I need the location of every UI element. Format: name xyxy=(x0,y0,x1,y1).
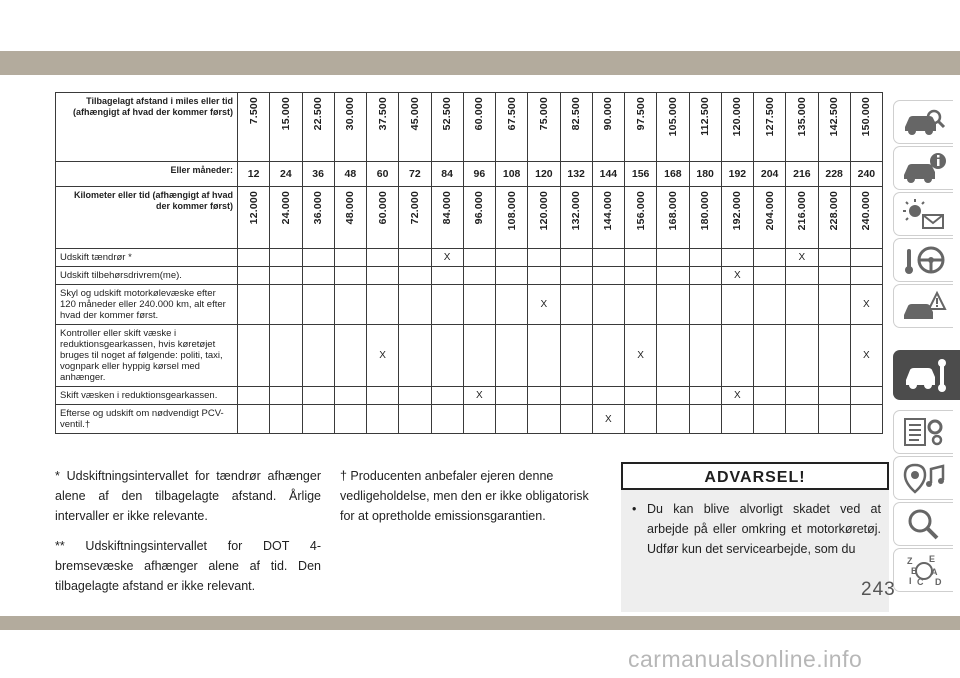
interval-mark xyxy=(689,325,721,387)
miles-header-row-value: 127.500 xyxy=(763,97,776,137)
interval-mark xyxy=(367,387,399,405)
interval-mark: X xyxy=(850,285,882,325)
interval-mark xyxy=(302,285,334,325)
interval-mark xyxy=(657,285,689,325)
km-header-row-label: Kilometer eller tid (afhængigt af hvad der kommer først) xyxy=(56,187,238,249)
interval-mark xyxy=(657,325,689,387)
miles-header-row-cell xyxy=(850,93,882,162)
interval-mark xyxy=(496,387,528,405)
interval-mark xyxy=(463,267,495,285)
km-header-row-value: 180.000 xyxy=(699,191,712,231)
miles-header-row-cell xyxy=(689,93,721,162)
miles-header-row-value: 120.000 xyxy=(731,97,744,137)
interval-mark xyxy=(592,267,624,285)
interval-mark: X xyxy=(850,325,882,387)
miles-header-row-value: 142.500 xyxy=(828,97,841,137)
interval-mark xyxy=(528,249,560,267)
km-header-row-cell xyxy=(399,187,431,249)
service-item-label: Udskift tilbehørsdrivrem(me). xyxy=(56,267,238,285)
svg-text:E: E xyxy=(928,554,935,564)
svg-text:B: B xyxy=(910,566,917,576)
tab-alphabet-index[interactable] xyxy=(893,548,953,592)
miles-header-row-value: 112.500 xyxy=(699,97,712,136)
miles-header-row-value: 52.500 xyxy=(441,97,454,131)
miles-header-row-value: 105.000 xyxy=(666,97,679,137)
miles-header-row-value: 15.000 xyxy=(279,97,292,131)
months-header-row-cell: 96 xyxy=(463,162,495,187)
miles-header-row-value: 150.000 xyxy=(860,97,873,137)
interval-mark xyxy=(431,405,463,434)
alphabet-index-icon xyxy=(901,553,947,587)
interval-mark: X xyxy=(721,267,753,285)
interval-mark xyxy=(818,267,850,285)
interval-mark xyxy=(754,249,786,267)
interval-mark xyxy=(431,267,463,285)
interval-mark xyxy=(463,325,495,387)
service-item-label: Efterse og udskift om nødvendigt PCV-ventil.† xyxy=(56,405,238,434)
interval-mark xyxy=(399,325,431,387)
settings-list-icon xyxy=(901,415,947,449)
km-header-row-value: 60.000 xyxy=(376,191,389,225)
months-header-row-cell: 120 xyxy=(528,162,560,187)
km-header-row-value: 240.000 xyxy=(860,191,873,231)
interval-mark xyxy=(721,405,753,434)
miles-header-row xyxy=(56,93,883,162)
notes-column-left xyxy=(55,466,321,606)
interval-mark xyxy=(496,249,528,267)
warning-box xyxy=(621,462,889,612)
warning-body xyxy=(621,490,889,559)
service-item-label: Udskift tændrør * xyxy=(56,249,238,267)
interval-mark xyxy=(528,267,560,285)
km-header-row-cell xyxy=(754,187,786,249)
months-header-row-cell: 156 xyxy=(625,162,657,187)
interval-mark xyxy=(302,405,334,434)
km-header-row-value: 48.000 xyxy=(344,191,357,225)
watermark: carmanualsonline.info xyxy=(628,646,863,672)
months-header-row-cell: 192 xyxy=(721,162,753,187)
interval-mark xyxy=(754,285,786,325)
km-header-row-cell xyxy=(592,187,624,249)
km-header-row-value: 96.000 xyxy=(473,191,486,225)
interval-mark: X xyxy=(463,387,495,405)
km-header-row-cell xyxy=(689,187,721,249)
interval-mark xyxy=(689,387,721,405)
notes-column-middle xyxy=(340,466,604,536)
page-number: 243 xyxy=(861,579,896,600)
svg-text:D: D xyxy=(934,577,941,587)
miles-header-row-value: 67.500 xyxy=(505,97,518,131)
interval-mark xyxy=(721,325,753,387)
table-row xyxy=(56,325,883,387)
interval-mark: X xyxy=(367,325,399,387)
km-header-row-value: 228.000 xyxy=(828,191,841,231)
tab-car-info[interactable] xyxy=(893,146,953,190)
interval-mark xyxy=(625,387,657,405)
interval-mark xyxy=(754,405,786,434)
interval-mark xyxy=(238,387,270,405)
interval-mark xyxy=(818,405,850,434)
interval-mark xyxy=(270,267,302,285)
interval-mark xyxy=(528,325,560,387)
interval-mark: X xyxy=(528,285,560,325)
interval-mark xyxy=(238,249,270,267)
interval-mark xyxy=(560,387,592,405)
km-header-row-cell xyxy=(463,187,495,249)
interval-mark xyxy=(334,267,366,285)
table-row xyxy=(56,285,883,325)
interval-mark: X xyxy=(592,405,624,434)
table-row xyxy=(56,267,883,285)
km-header-row-value: 84.000 xyxy=(441,191,454,225)
months-header-row-cell: 132 xyxy=(560,162,592,187)
svg-text:A: A xyxy=(930,567,937,577)
media-navigation-icon xyxy=(901,461,947,495)
interval-mark xyxy=(238,325,270,387)
months-header-row-cell: 180 xyxy=(689,162,721,187)
months-header-row-cell: 12 xyxy=(238,162,270,187)
interval-mark xyxy=(302,267,334,285)
interval-mark xyxy=(689,405,721,434)
warning-bullet: • xyxy=(632,502,637,516)
interval-mark xyxy=(754,387,786,405)
interval-mark xyxy=(786,325,818,387)
miles-header-row-label: Tilbagelagt afstand i miles eller tid (afhængigt af hvad der kommer først) xyxy=(56,93,238,162)
bottom-color-band xyxy=(0,616,960,630)
miles-header-row-value: 37.500 xyxy=(376,97,389,131)
interval-mark xyxy=(367,285,399,325)
miles-header-row-cell xyxy=(367,93,399,162)
interval-mark xyxy=(721,285,753,325)
airbag-steering-icon xyxy=(901,243,947,277)
interval-mark xyxy=(238,267,270,285)
interval-mark xyxy=(592,249,624,267)
miles-header-row-cell xyxy=(238,93,270,162)
interval-mark xyxy=(334,405,366,434)
warning-text: Du kan blive alvorligt skadet ved at arbejde på eller omkring et motorkøretøj. Udfør kun det servicearbejde, som du xyxy=(647,502,881,556)
interval-mark xyxy=(689,285,721,325)
svg-text:C: C xyxy=(916,577,923,587)
km-header-row-value: 24.000 xyxy=(279,191,292,225)
km-header-row-cell xyxy=(367,187,399,249)
interval-mark xyxy=(334,249,366,267)
km-header-row-value: 192.000 xyxy=(731,191,744,231)
km-header-row-value: 108.000 xyxy=(505,191,518,231)
km-header-row-cell xyxy=(302,187,334,249)
interval-mark xyxy=(818,249,850,267)
months-header-row-cell: 228 xyxy=(818,162,850,187)
months-header-row-cell: 168 xyxy=(657,162,689,187)
service-item-label: Kontroller eller skift væske i reduktionsgearkassen, hvis køretøjet bruges til noget af følgende: politi, taxi, vognpark eller hyppig kørsel med anhænger. xyxy=(56,325,238,387)
km-header-row-cell xyxy=(496,187,528,249)
interval-mark xyxy=(754,267,786,285)
interval-mark xyxy=(625,249,657,267)
interval-mark xyxy=(302,387,334,405)
miles-header-row-cell xyxy=(592,93,624,162)
months-header-row-cell: 216 xyxy=(786,162,818,187)
service-item-label: Skyl og udskift motorkølevæske efter 120 måneder eller 240.000 km, alt efter hvad der kommer først. xyxy=(56,285,238,325)
miles-header-row-cell xyxy=(496,93,528,162)
interval-mark xyxy=(689,267,721,285)
months-header-row-cell: 144 xyxy=(592,162,624,187)
interval-mark xyxy=(850,405,882,434)
interval-mark xyxy=(270,387,302,405)
interval-mark xyxy=(334,325,366,387)
interval-mark xyxy=(270,325,302,387)
km-header-row-value: 12.000 xyxy=(247,191,260,225)
tab-car-crash[interactable] xyxy=(893,284,953,328)
service-item-label: Skift væsken i reduktionsgearkassen. xyxy=(56,387,238,405)
km-header-row-value: 36.000 xyxy=(312,191,325,225)
interval-mark xyxy=(657,249,689,267)
interval-mark xyxy=(657,387,689,405)
table-row xyxy=(56,249,883,267)
tab-settings-list[interactable] xyxy=(893,410,953,454)
interval-mark xyxy=(431,325,463,387)
table-row xyxy=(56,405,883,434)
interval-mark xyxy=(625,285,657,325)
tab-airbag-steering[interactable] xyxy=(893,238,953,282)
interval-mark xyxy=(850,267,882,285)
interval-mark xyxy=(496,325,528,387)
tab-warning-lights[interactable] xyxy=(893,192,953,236)
months-header-row-cell: 240 xyxy=(850,162,882,187)
km-header-row-value: 144.000 xyxy=(602,191,615,231)
car-crash-icon xyxy=(901,289,947,323)
months-header-row-cell: 84 xyxy=(431,162,463,187)
interval-mark xyxy=(625,267,657,285)
top-color-band xyxy=(0,51,960,75)
interval-mark xyxy=(334,387,366,405)
km-header-row-value: 120.000 xyxy=(537,191,550,231)
km-header-row-cell xyxy=(560,187,592,249)
km-header-row-cell xyxy=(657,187,689,249)
interval-mark xyxy=(560,267,592,285)
interval-mark xyxy=(367,405,399,434)
months-header-row-cell: 204 xyxy=(754,162,786,187)
interval-mark xyxy=(592,325,624,387)
spark-plug-note: * Udskiftningsintervallet for tændrør afhænger alene af den tilbagelagte afstand. Årlige intervaller er ikke relevante. xyxy=(55,469,321,523)
km-header-row-cell xyxy=(334,187,366,249)
miles-header-row-value: 90.000 xyxy=(602,97,615,131)
interval-mark xyxy=(270,285,302,325)
miles-header-row-cell xyxy=(463,93,495,162)
interval-mark xyxy=(399,285,431,325)
interval-mark xyxy=(818,325,850,387)
km-header-row-cell xyxy=(625,187,657,249)
interval-mark xyxy=(367,267,399,285)
interval-mark xyxy=(721,249,753,267)
warning-lights-icon xyxy=(901,197,947,231)
brake-fluid-note: ** Udskiftningsintervallet for DOT 4-bremsevæske afhænger alene af tid. Den tilbagelagte afstand er ikke relevant. xyxy=(55,539,321,593)
months-header-row xyxy=(56,162,883,187)
miles-header-row-cell xyxy=(560,93,592,162)
interval-mark xyxy=(528,387,560,405)
months-header-row-cell: 48 xyxy=(334,162,366,187)
interval-mark xyxy=(399,267,431,285)
months-header-row-cell: 72 xyxy=(399,162,431,187)
miles-header-row-cell xyxy=(399,93,431,162)
interval-mark xyxy=(818,285,850,325)
interval-mark xyxy=(786,387,818,405)
interval-mark xyxy=(528,405,560,434)
months-header-row-cell: 24 xyxy=(270,162,302,187)
interval-mark xyxy=(238,285,270,325)
interval-mark xyxy=(786,405,818,434)
interval-mark xyxy=(367,249,399,267)
miles-header-row-cell xyxy=(657,93,689,162)
km-header-row-value: 168.000 xyxy=(666,191,679,231)
interval-mark: X xyxy=(721,387,753,405)
interval-mark xyxy=(302,325,334,387)
interval-mark xyxy=(818,387,850,405)
interval-mark: X xyxy=(786,249,818,267)
months-header-row-cell: 60 xyxy=(367,162,399,187)
interval-mark xyxy=(431,387,463,405)
interval-mark xyxy=(754,325,786,387)
miles-header-row-value: 82.500 xyxy=(570,97,583,131)
km-header-row xyxy=(56,187,883,249)
interval-mark xyxy=(334,285,366,325)
tab-media-navigation[interactable] xyxy=(893,456,953,500)
interval-mark xyxy=(560,405,592,434)
miles-header-row-cell xyxy=(431,93,463,162)
miles-header-row-value: 22.500 xyxy=(312,97,325,131)
interval-mark xyxy=(657,405,689,434)
interval-mark xyxy=(496,405,528,434)
interval-mark xyxy=(463,249,495,267)
km-header-row-cell xyxy=(528,187,560,249)
car-info-icon xyxy=(901,151,947,185)
interval-mark xyxy=(850,249,882,267)
interval-mark xyxy=(431,285,463,325)
maintenance-schedule-table xyxy=(55,92,883,434)
miles-header-row-cell xyxy=(302,93,334,162)
interval-mark xyxy=(463,405,495,434)
km-header-row-cell xyxy=(238,187,270,249)
interval-mark xyxy=(270,249,302,267)
months-header-row-cell: 108 xyxy=(496,162,528,187)
tab-magnifier[interactable] xyxy=(893,502,953,546)
interval-mark xyxy=(850,387,882,405)
car-wrench-icon xyxy=(904,358,950,392)
miles-header-row-value: 60.000 xyxy=(473,97,486,131)
svg-text:I: I xyxy=(908,576,912,586)
interval-mark xyxy=(302,249,334,267)
interval-mark xyxy=(238,405,270,434)
interval-mark: X xyxy=(625,325,657,387)
interval-mark xyxy=(786,285,818,325)
car-search-icon xyxy=(901,105,947,139)
interval-mark xyxy=(592,387,624,405)
km-header-row-value: 132.000 xyxy=(570,191,583,231)
miles-header-row-cell xyxy=(334,93,366,162)
miles-header-row-cell xyxy=(721,93,753,162)
tab-car-search[interactable] xyxy=(893,100,953,144)
interval-mark xyxy=(560,249,592,267)
km-header-row-value: 156.000 xyxy=(634,191,647,231)
table-row xyxy=(56,387,883,405)
magnifier-icon xyxy=(901,507,947,541)
km-header-row-value: 216.000 xyxy=(795,191,808,231)
interval-mark xyxy=(657,267,689,285)
miles-header-row-value: 75.000 xyxy=(537,97,550,131)
miles-header-row-cell xyxy=(818,93,850,162)
interval-mark xyxy=(592,285,624,325)
interval-mark xyxy=(625,405,657,434)
interval-mark xyxy=(689,249,721,267)
interval-mark xyxy=(399,249,431,267)
months-header-row-label: Eller måneder: xyxy=(56,162,238,187)
km-header-row-value: 72.000 xyxy=(408,191,421,225)
interval-mark xyxy=(560,325,592,387)
interval-mark xyxy=(399,405,431,434)
interval-mark: X xyxy=(431,249,463,267)
interval-mark xyxy=(270,405,302,434)
interval-mark xyxy=(399,387,431,405)
interval-mark xyxy=(560,285,592,325)
miles-header-row-value: 97.500 xyxy=(634,97,647,131)
km-header-row-cell xyxy=(818,187,850,249)
km-header-row-cell xyxy=(721,187,753,249)
miles-header-row-cell xyxy=(786,93,818,162)
km-header-row-cell xyxy=(850,187,882,249)
tab-car-wrench[interactable] xyxy=(893,350,960,400)
miles-header-row-cell xyxy=(270,93,302,162)
svg-text:Z: Z xyxy=(906,556,912,566)
miles-header-row-value: 30.000 xyxy=(344,97,357,131)
miles-header-row-value: 45.000 xyxy=(408,97,421,131)
pcv-note: † Producenten anbefaler ejeren denne vedligeholdelse, men den er ikke obligatorisk for at opretholde emissionsgarantien. xyxy=(340,469,589,523)
miles-header-row-cell xyxy=(754,93,786,162)
km-header-row-cell xyxy=(270,187,302,249)
interval-mark xyxy=(463,285,495,325)
km-header-row-value: 204.000 xyxy=(763,191,776,231)
km-header-row-cell xyxy=(786,187,818,249)
interval-mark xyxy=(496,267,528,285)
warning-title: ADVARSEL! xyxy=(621,462,889,490)
months-header-row-cell: 36 xyxy=(302,162,334,187)
miles-header-row-cell xyxy=(625,93,657,162)
miles-header-row-value: 135.000 xyxy=(795,97,808,137)
km-header-row-cell xyxy=(431,187,463,249)
miles-header-row-value: 7.500 xyxy=(247,97,260,125)
interval-mark xyxy=(786,267,818,285)
interval-mark xyxy=(496,285,528,325)
miles-header-row-cell xyxy=(528,93,560,162)
